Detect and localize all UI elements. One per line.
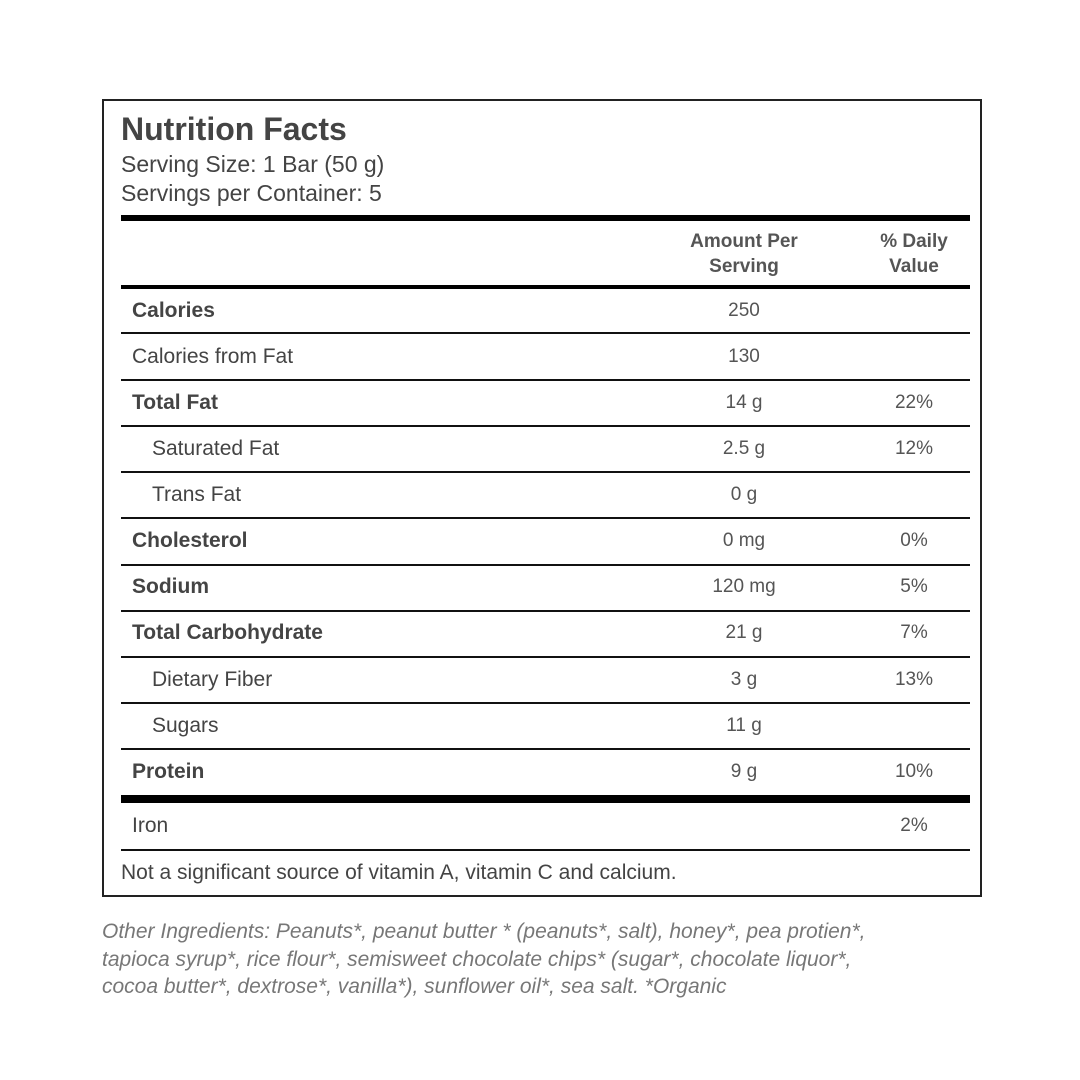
nutrient-name: Dietary Fiber [152, 668, 273, 691]
nutrient-row-calories-from-fat [121, 335, 970, 379]
nutrient-amount: 21 g [725, 622, 763, 643]
nutrient-name: Iron [132, 814, 169, 837]
nutrient-row-sugars [121, 704, 970, 748]
nutrient-row-saturated-fat [121, 427, 970, 471]
column-header-amount-line1: Amount Per [690, 231, 798, 252]
row-divider [121, 332, 970, 334]
nutrient-amount: 3 g [730, 669, 758, 690]
column-header-amount [662, 229, 826, 279]
other-ingredients [102, 918, 972, 1001]
label-footnote: Not a significant source of vitamin A, vitamin C and calcium. [121, 861, 677, 884]
nutrition-facts-label [102, 99, 982, 897]
nutrient-daily-value: 7% [900, 622, 928, 643]
nutrient-amount: 120 mg [712, 576, 776, 597]
nutrient-row-total-fat [121, 381, 970, 425]
column-header-amount-line2: Serving [709, 256, 779, 277]
label-title: Nutrition Facts [121, 111, 347, 147]
nutrient-daily-value: 5% [900, 576, 928, 597]
nutrient-daily-value: 10% [894, 761, 934, 782]
nutrient-row-total-carbohydrate [121, 611, 970, 655]
nutrient-amount: 11 g [726, 715, 762, 736]
nutrient-name: Saturated Fat [152, 437, 280, 460]
nutrient-row-cholesterol [121, 519, 970, 563]
nutrient-amount: 130 [728, 346, 760, 367]
nutrient-row-iron [121, 804, 970, 848]
row-divider [121, 849, 970, 851]
nutrient-daily-value: 13% [894, 669, 934, 690]
nutrient-amount: 250 [728, 300, 760, 321]
thick-rule-top [121, 215, 970, 221]
nutrient-daily-value: 2% [900, 815, 928, 836]
column-header-dv-line2: Value [889, 256, 939, 277]
nutrient-amount: 0 mg [722, 530, 766, 551]
nutrient-name: Cholesterol [132, 529, 248, 552]
nutrient-daily-value: 0% [900, 530, 928, 551]
thick-rule-vitamins [121, 795, 970, 803]
column-header-dv-line1: % Daily [880, 231, 948, 252]
nutrient-row-protein [121, 750, 970, 794]
serving-size: Serving Size: 1 Bar (50 g) [121, 151, 385, 177]
ingredients-line-2: tapioca syrup*, rice flour*, semisweet chocolate chips* (sugar*, chocolate liquor*, [102, 947, 852, 971]
nutrient-name: Total Carbohydrate [132, 621, 323, 644]
nutrient-daily-value: 22% [894, 392, 934, 413]
nutrient-name: Calories from Fat [132, 345, 294, 368]
nutrient-row-calories [121, 289, 970, 333]
column-header-daily-value [852, 229, 976, 279]
nutrient-name: Calories [132, 299, 215, 322]
nutrient-row-trans-fat [121, 473, 970, 517]
nutrient-amount: 2.5 g [722, 438, 766, 459]
nutrient-name: Trans Fat [152, 483, 242, 506]
nutrient-amount: 9 g [730, 761, 758, 782]
nutrient-name: Total Fat [132, 391, 218, 414]
ingredients-line-3: cocoa butter*, dextrose*, vanilla*), sunflower oil*, sea salt. *Organic [102, 975, 727, 998]
nutrient-daily-value: 12% [894, 438, 934, 459]
nutrient-amount: 14 g [725, 392, 763, 413]
nutrient-row-sodium [121, 565, 970, 609]
servings-per-container: Servings per Container: 5 [121, 180, 382, 206]
nutrient-name: Sugars [152, 714, 219, 737]
ingredients-line-1: Other Ingredients: Peanuts*, peanut butter * (peanuts*, salt), honey*, pea protien*, [102, 920, 866, 943]
nutrient-name: Protein [132, 760, 205, 783]
nutrient-amount: 0 g [730, 484, 758, 505]
nutrient-name: Sodium [132, 575, 209, 598]
nutrient-row-dietary-fiber [121, 658, 970, 702]
